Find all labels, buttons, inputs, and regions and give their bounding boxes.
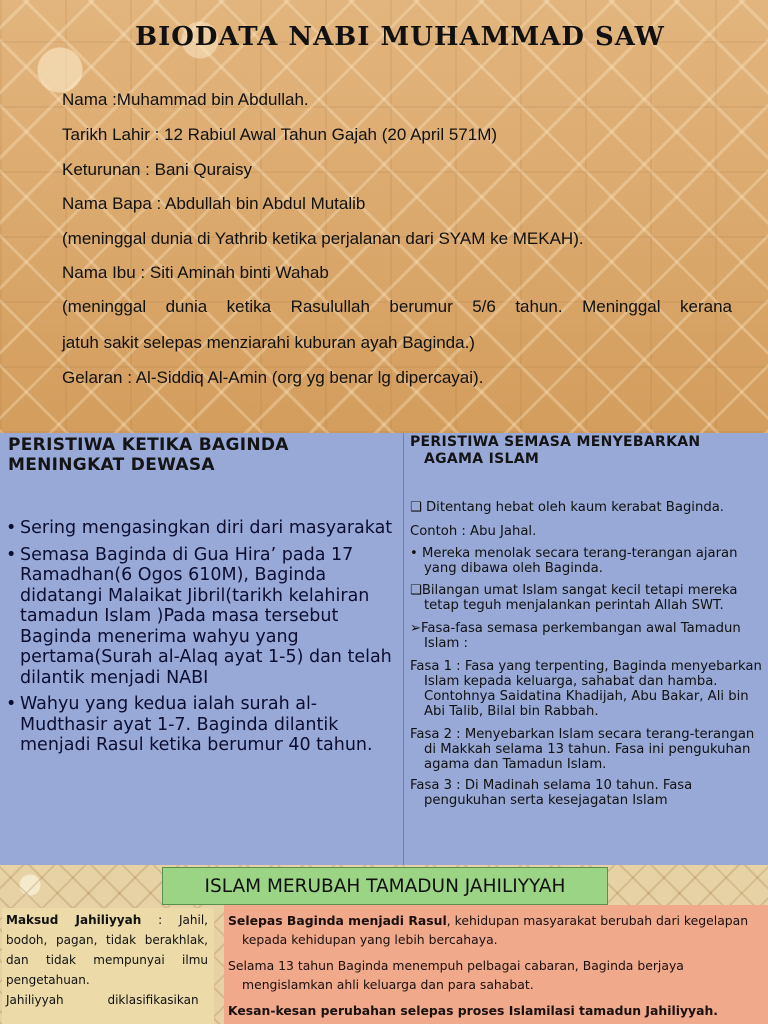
jahiliyyah-section — [0, 865, 768, 1024]
maksud-jahiliyyah-definition: : Jahil, bodoh, pagan, tidak berakhlak, dan tidak mempunyai ilmu pengetahuan. — [6, 913, 208, 987]
bullet-icon: • — [6, 544, 17, 565]
jahiliyyah-klasifikasi: Jahiliyyah diklasifikasikan — [6, 993, 199, 1007]
menyebarkan-item-1: ❑ Ditentang hebat oleh kaum kerabat Baginda. — [410, 500, 724, 515]
list-item-text: Wahyu yang kedua ialah surah al-Mudthasir ayat 1-7. Baginda dilantik menjadi Rasul ketika berumur 40 tahun. — [20, 694, 373, 755]
perubahan-box — [224, 905, 768, 1024]
list-item — [6, 545, 396, 689]
perubahan-para-1 — [228, 911, 764, 949]
bio-nama-ibu: Nama Ibu : Siti Aminah binti Wahab — [62, 263, 329, 282]
perubahan-para-3 — [228, 1001, 764, 1020]
bio-gelaran: Gelaran : Al-Siddiq Al-Amin (org yg benar lg dipercayai). — [62, 368, 484, 387]
bio-ibu-note-line1: (meninggal dunia ketika Rasulullah berumur 5/6 tahun. Meninggal kerana — [62, 297, 732, 316]
menyebarkan-item-3: • Mereka menolak secara terang-terangan ajaran yang dibawa oleh Baginda. — [410, 546, 738, 576]
panel-dewasa-heading — [8, 435, 289, 475]
bio-tarikh-lahir: Tarikh Lahir : 12 Rabiul Awal Tahun Gajah (20 April 571M) — [62, 125, 498, 144]
dewasa-list — [6, 518, 396, 762]
perubahan-para-1-text: , kehidupan masyarakat berubah dari kegelapan kepada kehidupan yang lebih bercahaya. — [242, 913, 749, 947]
perubahan-para-1-bold: Selepas Baginda menjadi Rasul — [228, 913, 447, 928]
list-item-text: Semasa Baginda di Gua Hira’ pada 17 Ramadhan(6 Ogos 610M), Baginda didatangi Malaikat Jibril(tarikh kelahiran tamadun Islam )Pada masa tersebut Baginda menerima wahyu yang pertama(Surah al-Alaq ayat 1-5) dan telah dilantik menjadi NABI — [20, 544, 392, 688]
bio-ibu-note-line2: jatuh sakit selepas menziarahi kuburan ayah Baginda.) — [62, 333, 475, 352]
page-title: BIODATA NABI MUHAMMAD SAW — [135, 22, 665, 52]
panel-menyebarkan — [404, 433, 768, 865]
maksud-jahiliyyah-label: Maksud Jahiliyyah — [6, 913, 142, 927]
bio-nama: Nama :Muhammad bin Abdullah. — [62, 90, 309, 109]
bio-bapa-note: (meninggal dunia di Yathrib ketika perjalanan dari SYAM ke MEKAH). — [62, 229, 584, 248]
menyebarkan-item-5: ➢Fasa-fasa semasa perkembangan awal Tamadun Islam : — [410, 621, 741, 651]
list-item-text: Sering mengasingkan diri dari masyarakat — [20, 518, 393, 538]
panel-menyebarkan-heading — [410, 434, 700, 468]
menyebarkan-fasa-3: Fasa 3 : Di Madinah selama 10 tahun. Fasa pengukuhan serta kesejagatan Islam — [410, 778, 693, 808]
perubahan-para-2: Selama 13 tahun Baginda menempuh pelbagai cabaran, Baginda berjaya mengislamkan ahli keluarga dan para sahabat. — [228, 958, 684, 992]
panel-menyebarkan-heading-line2: AGAMA ISLAM — [424, 451, 540, 467]
list-item — [6, 694, 396, 756]
jahiliyyah-banner: ISLAM MERUBAH TAMADUN JAHILIYYAH — [162, 867, 608, 905]
bullet-icon: • — [6, 518, 17, 538]
panel-dewasa-heading-line2: MENINGKAT DEWASA — [8, 455, 215, 475]
panel-dewasa-heading-line1: PERISTIWA KETIKA BAGINDA — [8, 435, 289, 455]
bio-nama-bapa: Nama Bapa : Abdullah bin Abdul Mutalib — [62, 194, 366, 213]
menyebarkan-fasa-1: Fasa 1 : Fasa yang terpenting, Baginda menyebarkan Islam kepada keluarga, sahabat dan hamba. Contohnya Saidatina Khadijah, Abu Bakar, Ali bin Abi Talib, Bilal bin Rabbah. — [410, 659, 762, 719]
menyebarkan-item-2: Contoh : Abu Jahal. — [410, 524, 537, 539]
maksud-jahiliyyah-box — [2, 908, 214, 1024]
menyebarkan-item-4: ❑Bilangan umat Islam sangat kecil tetapi mereka tetap teguh menjalankan perintah Allah SWT. — [410, 583, 738, 613]
biodata-section — [0, 0, 768, 433]
panel-dewasa — [0, 433, 404, 865]
bullet-icon: • — [6, 694, 17, 714]
bio-keturunan: Keturunan : Bani Quraisy — [62, 160, 252, 179]
maksud-jahiliyyah-text — [6, 910, 208, 990]
menyebarkan-fasa-2: Fasa 2 : Menyebarkan Islam secara terang-terangan di Makkah selama 13 tahun. Fasa ini pengukuhan agama dan Tamadun Islam. — [410, 727, 755, 772]
list-item — [6, 518, 396, 539]
panel-menyebarkan-heading-line1: PERISTIWA SEMASA MENYEBARKAN — [410, 434, 701, 450]
perubahan-para-3-bold: Kesan-kesan perubahan selepas proses Islamilasi tamadun Jahiliyyah. — [228, 1003, 718, 1018]
